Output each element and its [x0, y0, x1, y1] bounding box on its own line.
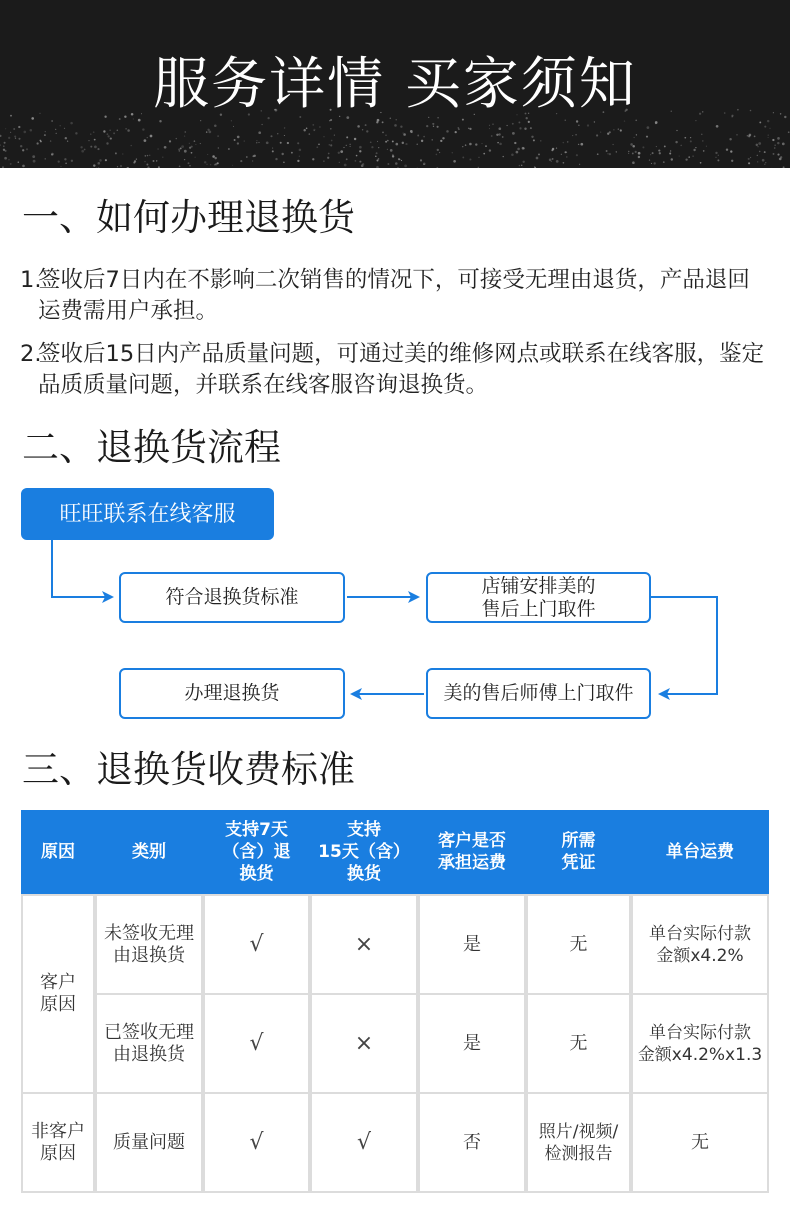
- table-header-cell: 所需 凭证: [526, 810, 631, 894]
- flow-step-meet-standard: 符合退换货标准: [119, 572, 345, 623]
- table-cell-proof: 无: [528, 896, 629, 993]
- table-header-cell: 原因: [21, 810, 95, 894]
- table-cell-15day: ×: [312, 995, 416, 1092]
- table-cell-category: 未签收无理 由退换货: [97, 896, 201, 993]
- table-cell-category: 已签收无理 由退换货: [97, 995, 201, 1092]
- flow-step-text: 售后上门取件: [481, 597, 596, 620]
- table-header-cell: 类别: [95, 810, 203, 894]
- flow-step-process-return: 办理退换货: [119, 668, 345, 719]
- table-cell-7day: √: [205, 1094, 308, 1191]
- table-cell-fee: 单台实际付款 金额x4.2%x1.3: [633, 995, 767, 1092]
- flow-step-contact-service: 旺旺联系在线客服: [21, 488, 274, 540]
- table-cell-7day: √: [205, 896, 308, 993]
- policy-item-text: 签收后7日内在不影响二次销售的情况下，可接受无理由退货，产品退回运费需用户承担。: [38, 267, 750, 324]
- flow-arrow-start-to-step1: [52, 540, 112, 597]
- table-header-cell: 支持7天 （含）退 换货: [203, 810, 310, 894]
- table-cell-15day: ×: [312, 896, 416, 993]
- policy-item-text: 签收后15日内产品质量问题，可通过美的维修网点或联系在线客服，鉴定品质质量问题，并联系在线客服咨询退换货。: [38, 341, 765, 398]
- banner-title: 服务详情 买家须知: [153, 52, 637, 117]
- table-cell-15day: √: [312, 1094, 416, 1191]
- fee-table: [21, 810, 769, 1193]
- table-cell-customer-pays: 否: [420, 1094, 524, 1191]
- policy-item-number: 2.: [20, 341, 42, 367]
- flow-step-arrange-pickup: [426, 572, 651, 623]
- policy-item-number: 1.: [20, 267, 42, 293]
- table-cell-7day: √: [205, 995, 308, 1092]
- section-title-fee-standard: 三、退换货收费标准: [22, 748, 355, 791]
- table-cell-proof: 无: [528, 995, 629, 1092]
- table-cell-fee: 单台实际付款 金额x4.2%: [633, 896, 767, 993]
- table-cell-customer-pays: 是: [420, 995, 524, 1092]
- table-cell-proof: 照片/视频/ 检测报告: [528, 1094, 629, 1191]
- flow-step-text: 店铺安排美的: [481, 574, 596, 597]
- section-title-how-to-return: 一、如何办理退换货: [22, 196, 355, 239]
- table-header-cell: 客户是否 承担运费: [418, 810, 526, 894]
- flow-arrow-step2-to-step3: [651, 597, 717, 694]
- table-cell-category: 质量问题: [97, 1094, 201, 1191]
- table-group-cell: 客户 原因: [23, 896, 93, 1092]
- table-group-cell: 非客户 原因: [23, 1094, 93, 1191]
- table-header-cell: 支持 15天（含） 换货: [310, 810, 418, 894]
- table-header-cell: 单台运费: [631, 810, 769, 894]
- table-cell-fee: 无: [633, 1094, 767, 1191]
- table-cell-customer-pays: 是: [420, 896, 524, 993]
- flow-step-technician-pickup: 美的售后师傅上门取件: [426, 668, 651, 719]
- section-title-return-process: 二、退换货流程: [22, 426, 281, 469]
